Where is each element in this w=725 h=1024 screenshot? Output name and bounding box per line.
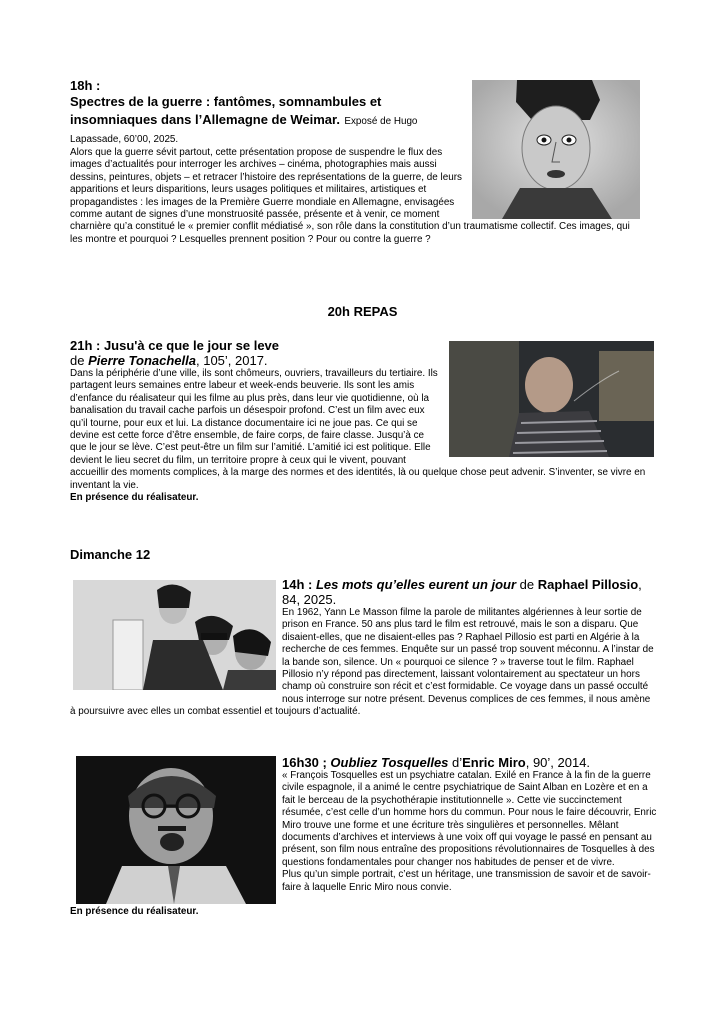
event1-title: Spectres de la guerre : fantômes, somnambules et insomniaques dans l’Allemagne de Weimar. — [70, 94, 382, 127]
photo-tosquelles-image — [76, 756, 276, 904]
day-heading: Dimanche 12 — [70, 547, 151, 562]
event2-description: Dans la périphérie d’une ville, ils sont chômeurs, ouvriers, travailleurs du tertiaire. Ils partagent leurs semaines entre labeur et week-ends beuverie. Ils sont les amis d’enfance du réalisateur qui les filme au plus près, dans leur vie quotidienne, où la banalisation du travail cache parfois un désespoir profond. C’est un film avec eux qu’il tourne, pour eux et lui. La distance documentaire ici ne joue pas. Ce qui se devine est cette force d’être ensemble, de faire corps, de faire classe. Jusqu’à ce que le jour se lève. C’est peut-être un film sur l’amitié. L’amitié ici est politique. Elle devient le lieu secret du film, un territoire propre à ceux qui le vivent, pouvant accueillir des moments complices, à la marge des normes et des identités, là ou quelque chose peut advenir. S’inventer, se vivre en inventant la vie. — [70, 368, 646, 491]
event4-description-p1: « François Tosquelles est un psychiatre catalan. Exilé en France à la fin de la guerre civile espagnole, il a animé le centre psychiatrique de Saint Alban en Lozère et en a fait le berceau de la psychothérapie institutionnelle ». Cette vie succinctement résumée, c’est celle d’un homme hors du commun. Pour nous le faire découvrir, Enric Miro trouve une forme et une écriture très singulières et personnelles. Mêlant documents d’archives et interviews à une voix off qui voyage le passé en pensant au présent, son film nous entraîne des propositions révolutionnaires de Tosquelles à des questions fondamentales pour changer nos habitudes de penser et de vivre. — [282, 770, 657, 868]
photo-bald-man-smoking — [449, 341, 654, 457]
event4-presence: En présence du réalisateur. — [70, 906, 199, 917]
event-18h — [70, 78, 642, 246]
event-14h — [70, 577, 658, 719]
event3-meta: , 84, 2025. — [282, 577, 642, 607]
photo-shocked-man-image — [472, 80, 640, 219]
event1-time: 18h : — [70, 78, 101, 93]
event3-time: 14h : — [282, 577, 316, 592]
event2-by: de — [70, 353, 89, 368]
photo-women-group-image — [73, 580, 276, 690]
photo-bald-man-image — [449, 341, 654, 457]
event-16h30 — [70, 755, 658, 918]
event3-de: de — [516, 577, 538, 592]
event4-meta: , 90’, 2014. — [525, 755, 591, 770]
event4-description-p2: Plus qu’un simple portrait, c’est un héritage, une transmission de savoir et de savoir-faire à laquelle Enric Miro nous convie. — [282, 869, 651, 893]
photo-shocked-man — [472, 80, 640, 219]
event2-director: Pierre Tonachella — [88, 353, 196, 368]
event3-director: Raphael Pillosio — [537, 577, 639, 592]
event4-de: d’ — [448, 755, 463, 770]
event3-description: En 1962, Yann Le Masson filme la parole de militantes algériennes à leur sortie de prison en France. 50 ans plus tard le film est retrouvé, mais le son a disparu. Que disaient-elles, que ne disaient-elles pas ? Raphael Pillosio est parti en Algérie à la recherche de ces femmes. Enquête sur un passé trop souvent méconnu. A l’instar de la bande son, silence. Un « pourquoi ce silence ? » traverse tout le film. Raphael Pillosio n’y répond pas directement, laissant volontairement au spectateur un hors champ où construire son récit et c’est formidable. Ce voyage dans un passé occulté nous interroge sur notre présent. Devenus complices de ces femmes, il nous amène à poursuivre avec elles un combat essentiel et toujours d’actualité. — [70, 607, 654, 718]
event4-title: Oubliez Tosquelles — [330, 755, 449, 770]
event-21h — [70, 338, 654, 504]
event1-description: Alors que la guerre sévit partout, cette présentation propose de suspendre le flux des images d’actualités pour interroger les archives – cinéma, photographies mais aussi dessins, peintures, objets – et retracer l’histoire des représentations de la guerre, de leurs apparitions et leurs disparitions, leurs usages politiques et militaires, artistiques et propagandistes : les images de la Première Guerre mondiale en Allemagne, envisagées comme autant de signes d’une monstruosité passée, présente et à venir, ce moment charnière qu’a constitué le « premier conflit médiatisé », son rôle dans la constitution d’un traumatisme collectif. Ces images, qui les montre et pourquoi ? Lesquelles prennent position ? Pour ou contre la guerre ? — [70, 147, 630, 245]
meal-heading: 20h REPAS — [327, 304, 398, 319]
event2-presence: En présence du réalisateur. — [70, 492, 199, 504]
event2-time-title: 21h : Jusu'à ce que le jour se leve — [70, 338, 280, 353]
event1-credit: Exposé de Hugo Lapassade, 60’00, 2025. — [70, 116, 418, 145]
photo-tosquelles — [76, 756, 276, 904]
event3-title: Les mots qu’elles eurent un jour — [315, 577, 517, 592]
event2-meta: , 105’, 2017. — [195, 353, 268, 368]
event4-time: 16h30 ; — [282, 755, 331, 770]
event4-director: Enric Miro — [462, 755, 526, 770]
photo-women-group — [73, 580, 276, 690]
